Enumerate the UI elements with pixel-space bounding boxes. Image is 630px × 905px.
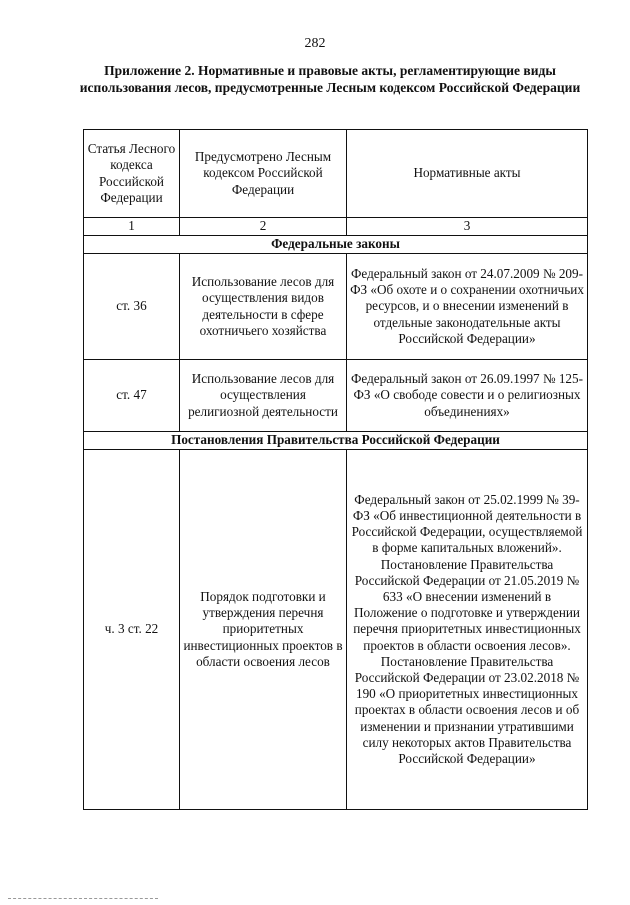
section-header-row (84, 432, 588, 450)
table-header-row (84, 130, 588, 218)
provision-cell: Использование лесов для осуществления религиозной деятельности (180, 360, 347, 432)
column-number: 1 (84, 218, 180, 236)
header-acts: Нормативные акты (347, 130, 588, 218)
column-number: 3 (347, 218, 588, 236)
article-cell: ч. 3 ст. 22 (84, 450, 180, 810)
page-title: Приложение 2. Нормативные и правовые акты, регламентирующие виды использования лесов, предусмотренные Лесным кодексом Российской Федерации (79, 63, 581, 95)
section-title: Постановления Правительства Российской Федерации (84, 432, 588, 450)
header-provision: Предусмотрено Лесным кодексом Российской Федерации (180, 130, 347, 218)
column-number: 2 (180, 218, 347, 236)
acts-cell: Федеральный закон от 25.02.1999 № 39-ФЗ «Об инвестиционной деятельности в Российской Федерации, осуществляемой в форме капитальных вложений». Постановление Правительства Российской Федерации от 21.05.2019 № 633 «О внесении изменений в Положение о подготовке и утверждении перечня приоритетных инвестиционных проектов в области освоения лесов». Постановление Правительства Российской Федерации от 23.02.2018 № 190 «О приоритетных инвестиционных проектах в области освоения лесов и об изменении и признании утратившими силу некоторых актов Правительства Российской Федерации» (347, 450, 588, 810)
acts-cell: Федеральный закон от 26.09.1997 № 125-ФЗ «О свободе совести и о религиозных объединениях» (347, 360, 588, 432)
acts-cell: Федеральный закон от 24.07.2009 № 209-ФЗ «Об охоте и о сохранении охотничьих ресурсов, и о внесении изменений в отдельные законодательные акты Российской Федерации» (347, 254, 588, 360)
table-row (84, 254, 588, 360)
page-number: 282 (304, 36, 326, 51)
article-cell: ст. 47 (84, 360, 180, 432)
section-header-row (84, 236, 588, 254)
section-title: Федеральные законы (84, 236, 588, 254)
article-cell: ст. 36 (84, 254, 180, 360)
provision-cell: Использование лесов для осуществления видов деятельности в сфере охотничьего хозяйства (180, 254, 347, 360)
regulatory-acts-table (83, 129, 588, 810)
table-row (84, 450, 588, 810)
provision-cell: Порядок подготовки и утверждения перечня приоритетных инвестиционных проектов в области освоения лесов (180, 450, 347, 810)
footer-divider (8, 898, 158, 899)
header-article: Статья Лесного кодекса Российской Федерации (84, 130, 180, 218)
column-number-row (84, 218, 588, 236)
table-row (84, 360, 588, 432)
